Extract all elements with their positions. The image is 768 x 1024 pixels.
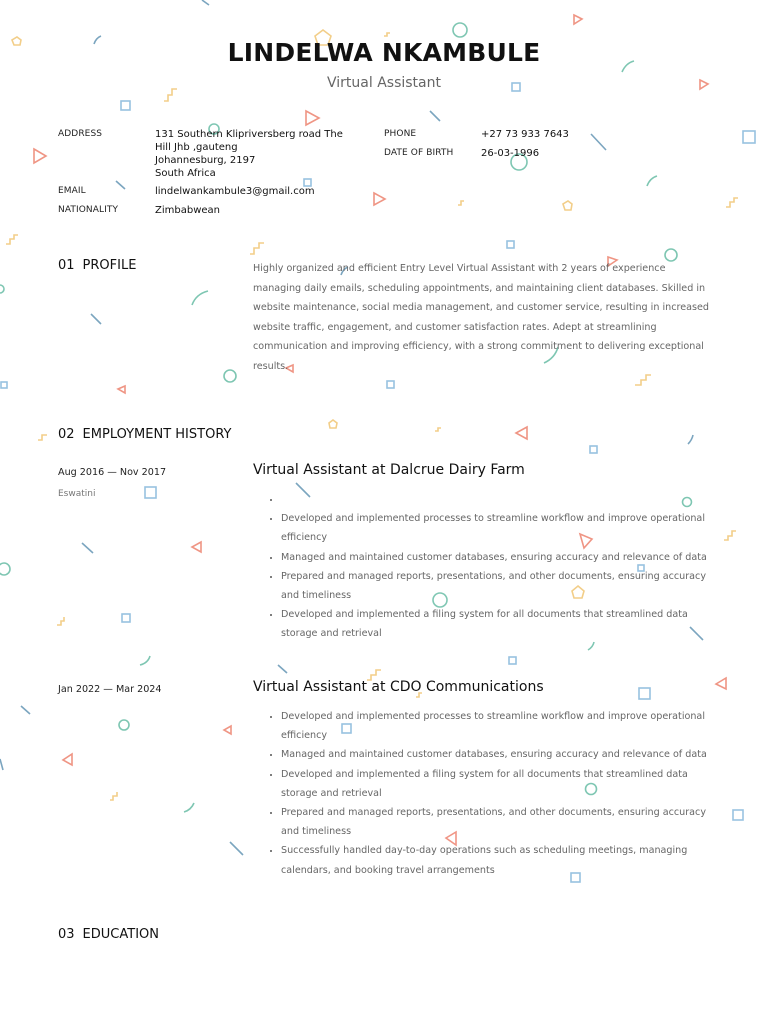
list-item: • Developed and implemented processes to streamline workflow and improve operational efficiency bbox=[281, 509, 713, 547]
job-dates: Aug 2016 — Nov 2017 bbox=[58, 467, 167, 478]
profile-summary: Highly organized and efficient Entry Level Virtual Assistant with 2 years of experience managing daily emails, scheduling appointments, and maintaining client databases. Skilled in website maintenance, social media management, and customer service, resulting in increased website traffic, engagement, and customer satisfaction rates. Adept at streamlining communication and improving efficiency, with a strong commitment to delivering exceptional results. bbox=[253, 263, 710, 372]
candidate-name: LINDELWA NKAMBULE bbox=[227, 38, 541, 67]
section-title: PROFILE bbox=[82, 258, 137, 273]
address-label: ADDRESS bbox=[58, 129, 103, 139]
section-heading-profile bbox=[58, 258, 136, 273]
list-item: • Managed and maintained customer databases, ensuring accuracy and relevance of data bbox=[281, 745, 713, 764]
section-number: 02 bbox=[58, 427, 75, 442]
address-value bbox=[155, 128, 365, 180]
section-heading-education bbox=[58, 927, 159, 942]
list-item bbox=[281, 490, 713, 509]
section-title: EMPLOYMENT HISTORY bbox=[82, 427, 232, 442]
dob-label: DATE OF BIRTH bbox=[384, 148, 454, 158]
nationality-label: NATIONALITY bbox=[58, 205, 119, 215]
section-number: 03 bbox=[58, 927, 75, 942]
email-label: EMAIL bbox=[58, 186, 86, 196]
list-item: • Prepared and managed reports, presentations, and other documents, ensuring accuracy and timeliness bbox=[281, 567, 713, 605]
job-duties-list bbox=[253, 707, 713, 880]
job-duties-list bbox=[253, 490, 713, 644]
job-location: Eswatini bbox=[58, 489, 96, 499]
list-item: • Developed and implemented a filing system for all documents that streamlined data storage and retrieval bbox=[281, 765, 713, 803]
list-item: • Successfully handled day-to-day operations such as scheduling meetings, managing calendars, and booking travel arrangements bbox=[281, 841, 713, 879]
list-item: • Managed and maintained customer databases, ensuring accuracy and relevance of data bbox=[281, 548, 713, 567]
list-item: • Prepared and managed reports, presentations, and other documents, ensuring accuracy and timeliness bbox=[281, 803, 713, 841]
job-dates: Jan 2022 — Mar 2024 bbox=[58, 684, 162, 695]
section-title: EDUCATION bbox=[82, 927, 159, 942]
section-heading-employment bbox=[58, 427, 231, 442]
address-line: Hill Jhb ,gauteng bbox=[155, 142, 238, 153]
section-number: 01 bbox=[58, 258, 75, 273]
address-line: Johannesburg, 2197 bbox=[155, 155, 256, 166]
job-title-heading: Virtual Assistant at CDO Communications bbox=[253, 679, 544, 695]
job-title: Virtual Assistant bbox=[327, 75, 441, 91]
list-item: • Developed and implemented a filing system for all documents that streamlined data storage and retrieval bbox=[281, 605, 713, 643]
nationality-value: Zimbabwean bbox=[155, 205, 220, 216]
phone-value[interactable]: +27 73 933 7643 bbox=[481, 129, 569, 140]
phone-label: PHONE bbox=[384, 129, 417, 139]
dob-value: 26-03-1996 bbox=[481, 148, 540, 159]
address-line: South Africa bbox=[155, 168, 216, 179]
list-item: • Developed and implemented processes to streamline workflow and improve operational efficiency bbox=[281, 707, 713, 745]
email-value[interactable]: lindelwankambule3@gmail.com bbox=[155, 186, 315, 197]
job-title-heading: Virtual Assistant at Dalcrue Dairy Farm bbox=[253, 462, 525, 478]
address-line: 131 Southern Klipriversberg road The bbox=[155, 129, 343, 140]
